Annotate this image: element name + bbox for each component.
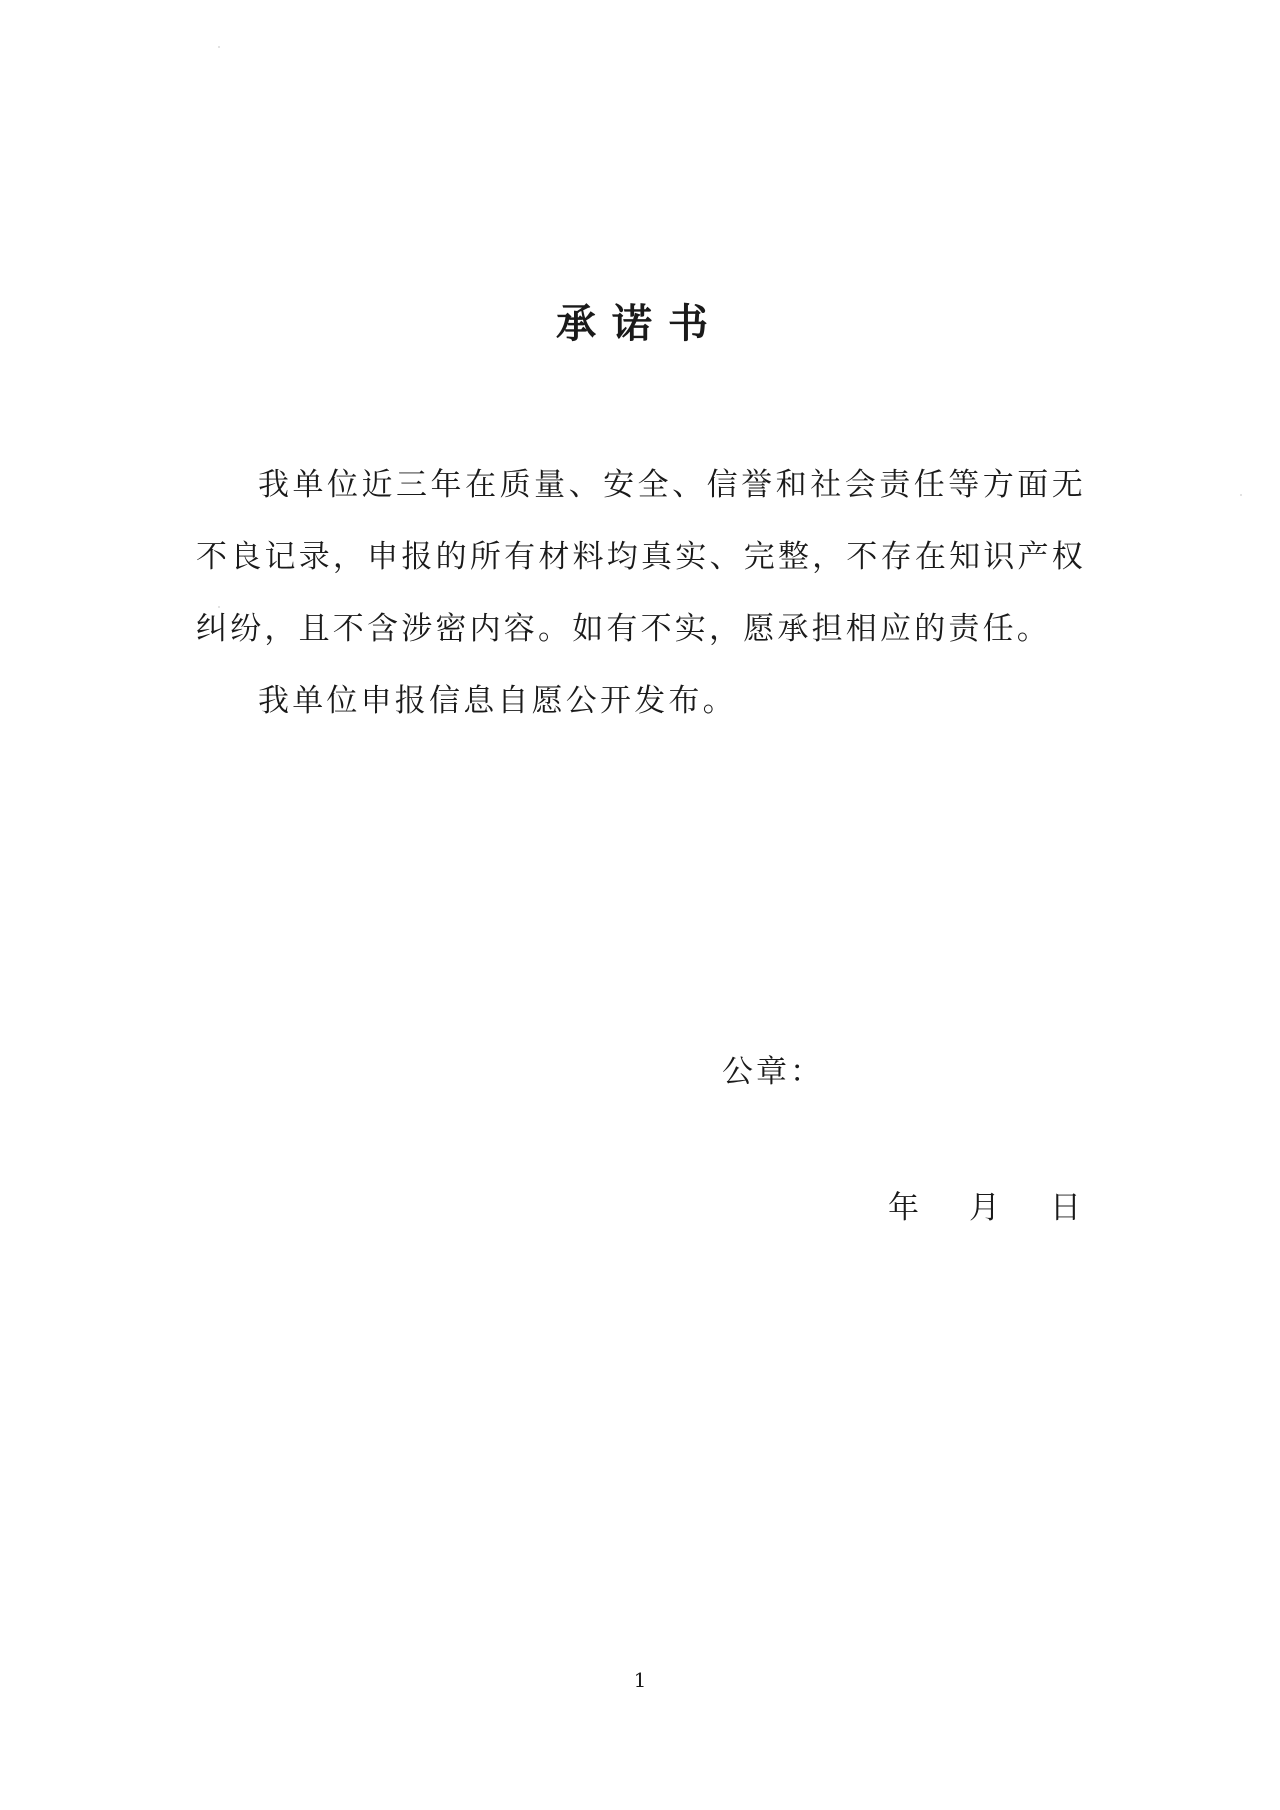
document-title: 承诺书 (556, 300, 724, 347)
year-label: 年 (888, 1190, 919, 1226)
document-body (196, 449, 1086, 737)
date-line (888, 1186, 1081, 1230)
page-number: 1 (633, 1668, 647, 1692)
paragraph-disclosure: 我单位申报信息自愿公开发布。 (258, 683, 737, 719)
month-label: 月 (969, 1190, 1000, 1226)
paragraph-commitment: 我单位近三年在质量、安全、信誉和社会责任等方面无不良记录，申报的所有材料均真实、完整，不存在知识产权纠纷，且不含涉密内容。如有不实，愿承担相应的责任。 (196, 467, 1086, 647)
day-label: 日 (1050, 1190, 1081, 1226)
seal-label: 公章： (722, 1054, 824, 1090)
scan-speck (218, 46, 220, 48)
scan-speck (1240, 494, 1242, 496)
